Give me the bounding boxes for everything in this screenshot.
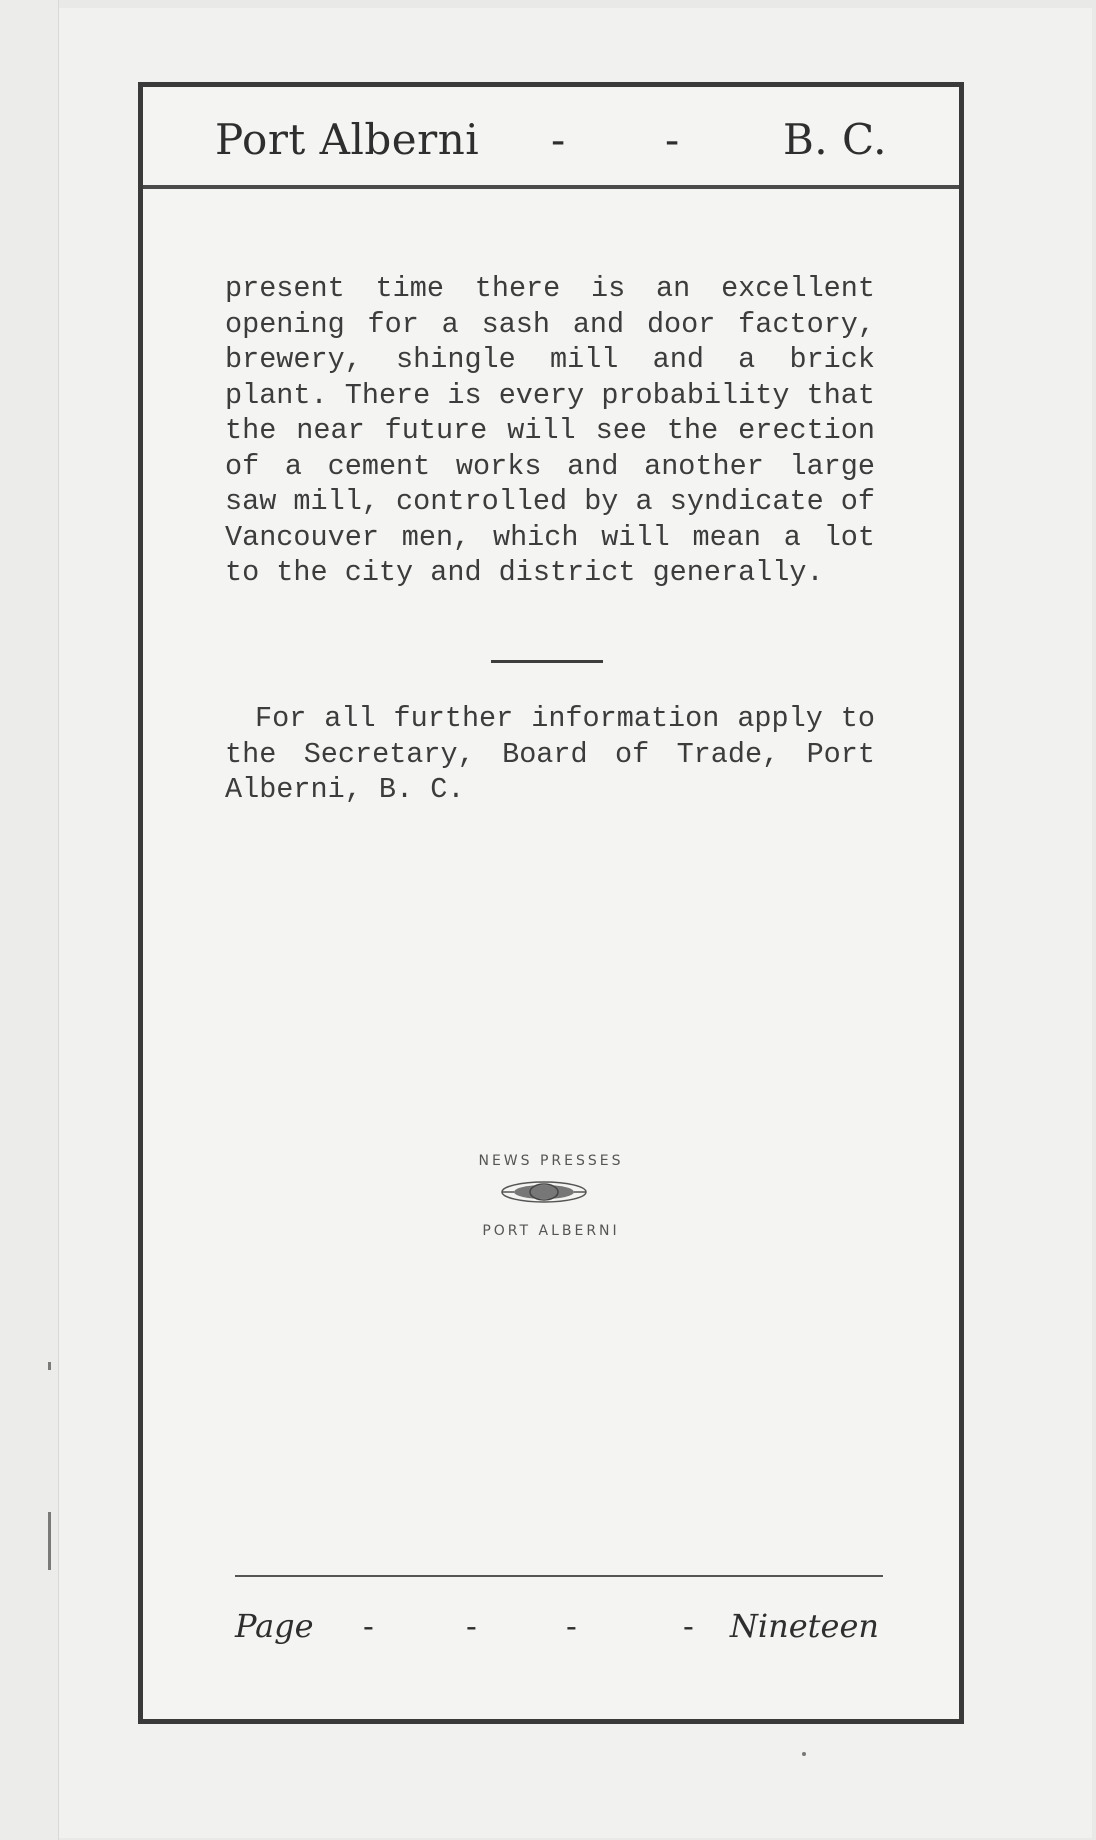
- footer-page-number: Nineteen: [729, 1607, 879, 1645]
- footer-page-label: Page: [235, 1607, 314, 1645]
- header-location: Port Alberni: [215, 115, 480, 164]
- header-dash: -: [551, 115, 566, 164]
- body-paragraph: present time there is an excellent opening for a sash and door factory, brewery, shingle mill and a brick plant. There is every probability that the near future will see the erection of a cement works and another large saw mill, controlled by a syndicate of Vancouver men, which will mean a lot to the city and district generally.: [225, 272, 875, 589]
- book-spine: [0, 0, 59, 1840]
- footer-dash: -: [566, 1607, 577, 1645]
- header-dash: -: [665, 115, 680, 164]
- union-label-icon: [499, 1179, 589, 1205]
- page-frame: [138, 82, 964, 1724]
- spine-mark: [48, 1362, 51, 1370]
- page-header: [143, 87, 959, 189]
- footer-dash: -: [683, 1607, 694, 1645]
- section-divider: [491, 660, 603, 663]
- printer-imprint-name: NEWS PRESSES: [478, 1153, 624, 1169]
- footer-rule: [235, 1575, 883, 1577]
- contact-paragraph: For all further information apply to the Secretary, Board of Trade, Port Alberni, B. C.: [225, 702, 875, 806]
- footer-dash: -: [466, 1607, 477, 1645]
- spine-mark: [48, 1512, 51, 1570]
- footer-dash: -: [363, 1607, 374, 1645]
- paper-speck: [802, 1752, 806, 1756]
- printer-imprint-location: PORT ALBERNI: [482, 1223, 620, 1239]
- header-province: B. C.: [782, 115, 887, 164]
